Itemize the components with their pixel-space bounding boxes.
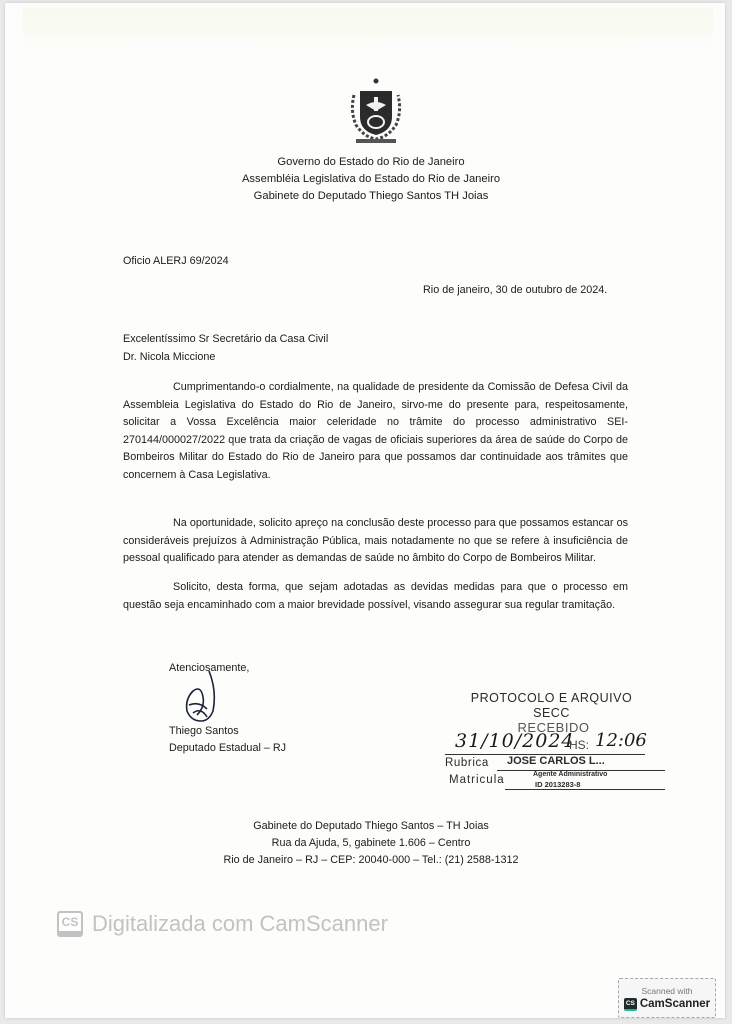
- stamp-protocol: PROTOCOLO E ARQUIVO: [470, 691, 633, 705]
- handwritten-signature: [173, 671, 233, 731]
- state-coat-of-arms-icon: [344, 77, 408, 145]
- stamp-clerk-name: JOSE CARLOS L...: [507, 755, 605, 767]
- footer-office: Gabinete do Deputado Thiego Santos – TH Joias: [253, 820, 489, 832]
- body-paragraph: Solicito, desta forma, que sejam adotadas as devidas medidas para que o processo em questão seja encaminhado com a maior brevidade possível, visando assegurar sua regular tramitação.: [123, 581, 628, 611]
- camscanner-logo-icon: CS: [57, 911, 83, 937]
- date-line: Rio de janeiro, 30 de outubro de 2024.: [423, 284, 608, 296]
- signer-block: [169, 723, 286, 757]
- scanned-with-badge: [618, 978, 716, 1018]
- stamp-handwritten-time: 12:06: [595, 730, 647, 751]
- badge-label: Scanned with: [641, 985, 693, 996]
- footer-address: Rua da Ajuda, 5, gabinete 1.606 – Centro: [271, 837, 471, 849]
- letterhead-government: Governo do Estado do Rio de Janeiro: [277, 156, 465, 168]
- footer-contact: Rio de Janeiro – RJ – CEP: 20040-000 – Tel.: (21) 2588-1312: [223, 854, 519, 866]
- scanned-page: [5, 3, 725, 1018]
- scan-artifact: [23, 8, 713, 48]
- closing: Atenciosamente,: [169, 662, 250, 674]
- receipt-stamp: [445, 688, 670, 798]
- stamp-received: RECEBIDO: [517, 720, 590, 735]
- addressee-title: Excelentíssimo Sr Secretário da Casa Civil: [123, 333, 329, 345]
- signer-title: Deputado Estadual – RJ: [169, 742, 287, 754]
- stamp-handwritten-date: 31/10/2024: [455, 730, 575, 752]
- stamp-clerk-role: Agente Administrativo: [533, 771, 608, 778]
- letterhead: [5, 154, 732, 205]
- camscanner-watermark: [57, 911, 388, 937]
- addressee: [123, 331, 328, 366]
- letterhead-office: Gabinete do Deputado Thiego Santos TH Joias: [253, 190, 489, 202]
- body-paragraph: Na oportunidade, solicito apreço na conclusão deste processo para que possamos estancar os consideráveis prejuízos à Administração Pública, mais notadamente no que se refere à insuficiência de pessoal qualificado para atender as demandas de saúde no âmbito do Corpo de Bombeiros Militar.: [123, 517, 628, 565]
- body-paragraph: Cumprimentando-o cordialmente, na qualidade de presidente da Comissão de Defesa Civil da Assembleia Legislativa do Estado do Rio de Janeiro, sirvo-me do presente para, respeitosamente, solicitar a Vossa Excelência maior celeridade no trâmite do processo administrativo SEI-270144/000027/2022 que trata da criação de vagas de oficiais superiores da área de saúde do Corpo de Bombeiros Militar do Estado do Rio de Janeiro para que possamos dar continuidade aos trâmites que concernem à Casa Legislativa.: [123, 381, 628, 481]
- stamp-clerk-id: ID 2013283-8: [535, 780, 581, 789]
- camscanner-badge-icon: CS: [624, 998, 637, 1011]
- addressee-name: Dr. Nicola Miccione: [123, 350, 216, 363]
- stamp-department: SECC: [533, 706, 570, 720]
- signer-name: Thiego Santos: [169, 725, 239, 737]
- stamp-hs-label: HS:: [569, 738, 590, 752]
- badge-brand-row: [624, 998, 710, 1011]
- document-reference: Oficio ALERJ 69/2024: [123, 255, 229, 267]
- stamp-matricula-label: Matricula: [449, 774, 505, 786]
- stamp-rubrica-label: Rubrica: [445, 757, 489, 769]
- letterhead-assembly: Assembléia Legislativa do Estado do Rio de Janeiro: [241, 173, 501, 185]
- watermark-text: Digitalizada com CamScanner: [92, 911, 388, 936]
- letter-footer: [5, 818, 732, 869]
- badge-brand: CamScanner: [639, 998, 711, 1010]
- stamp-rule: [505, 789, 665, 790]
